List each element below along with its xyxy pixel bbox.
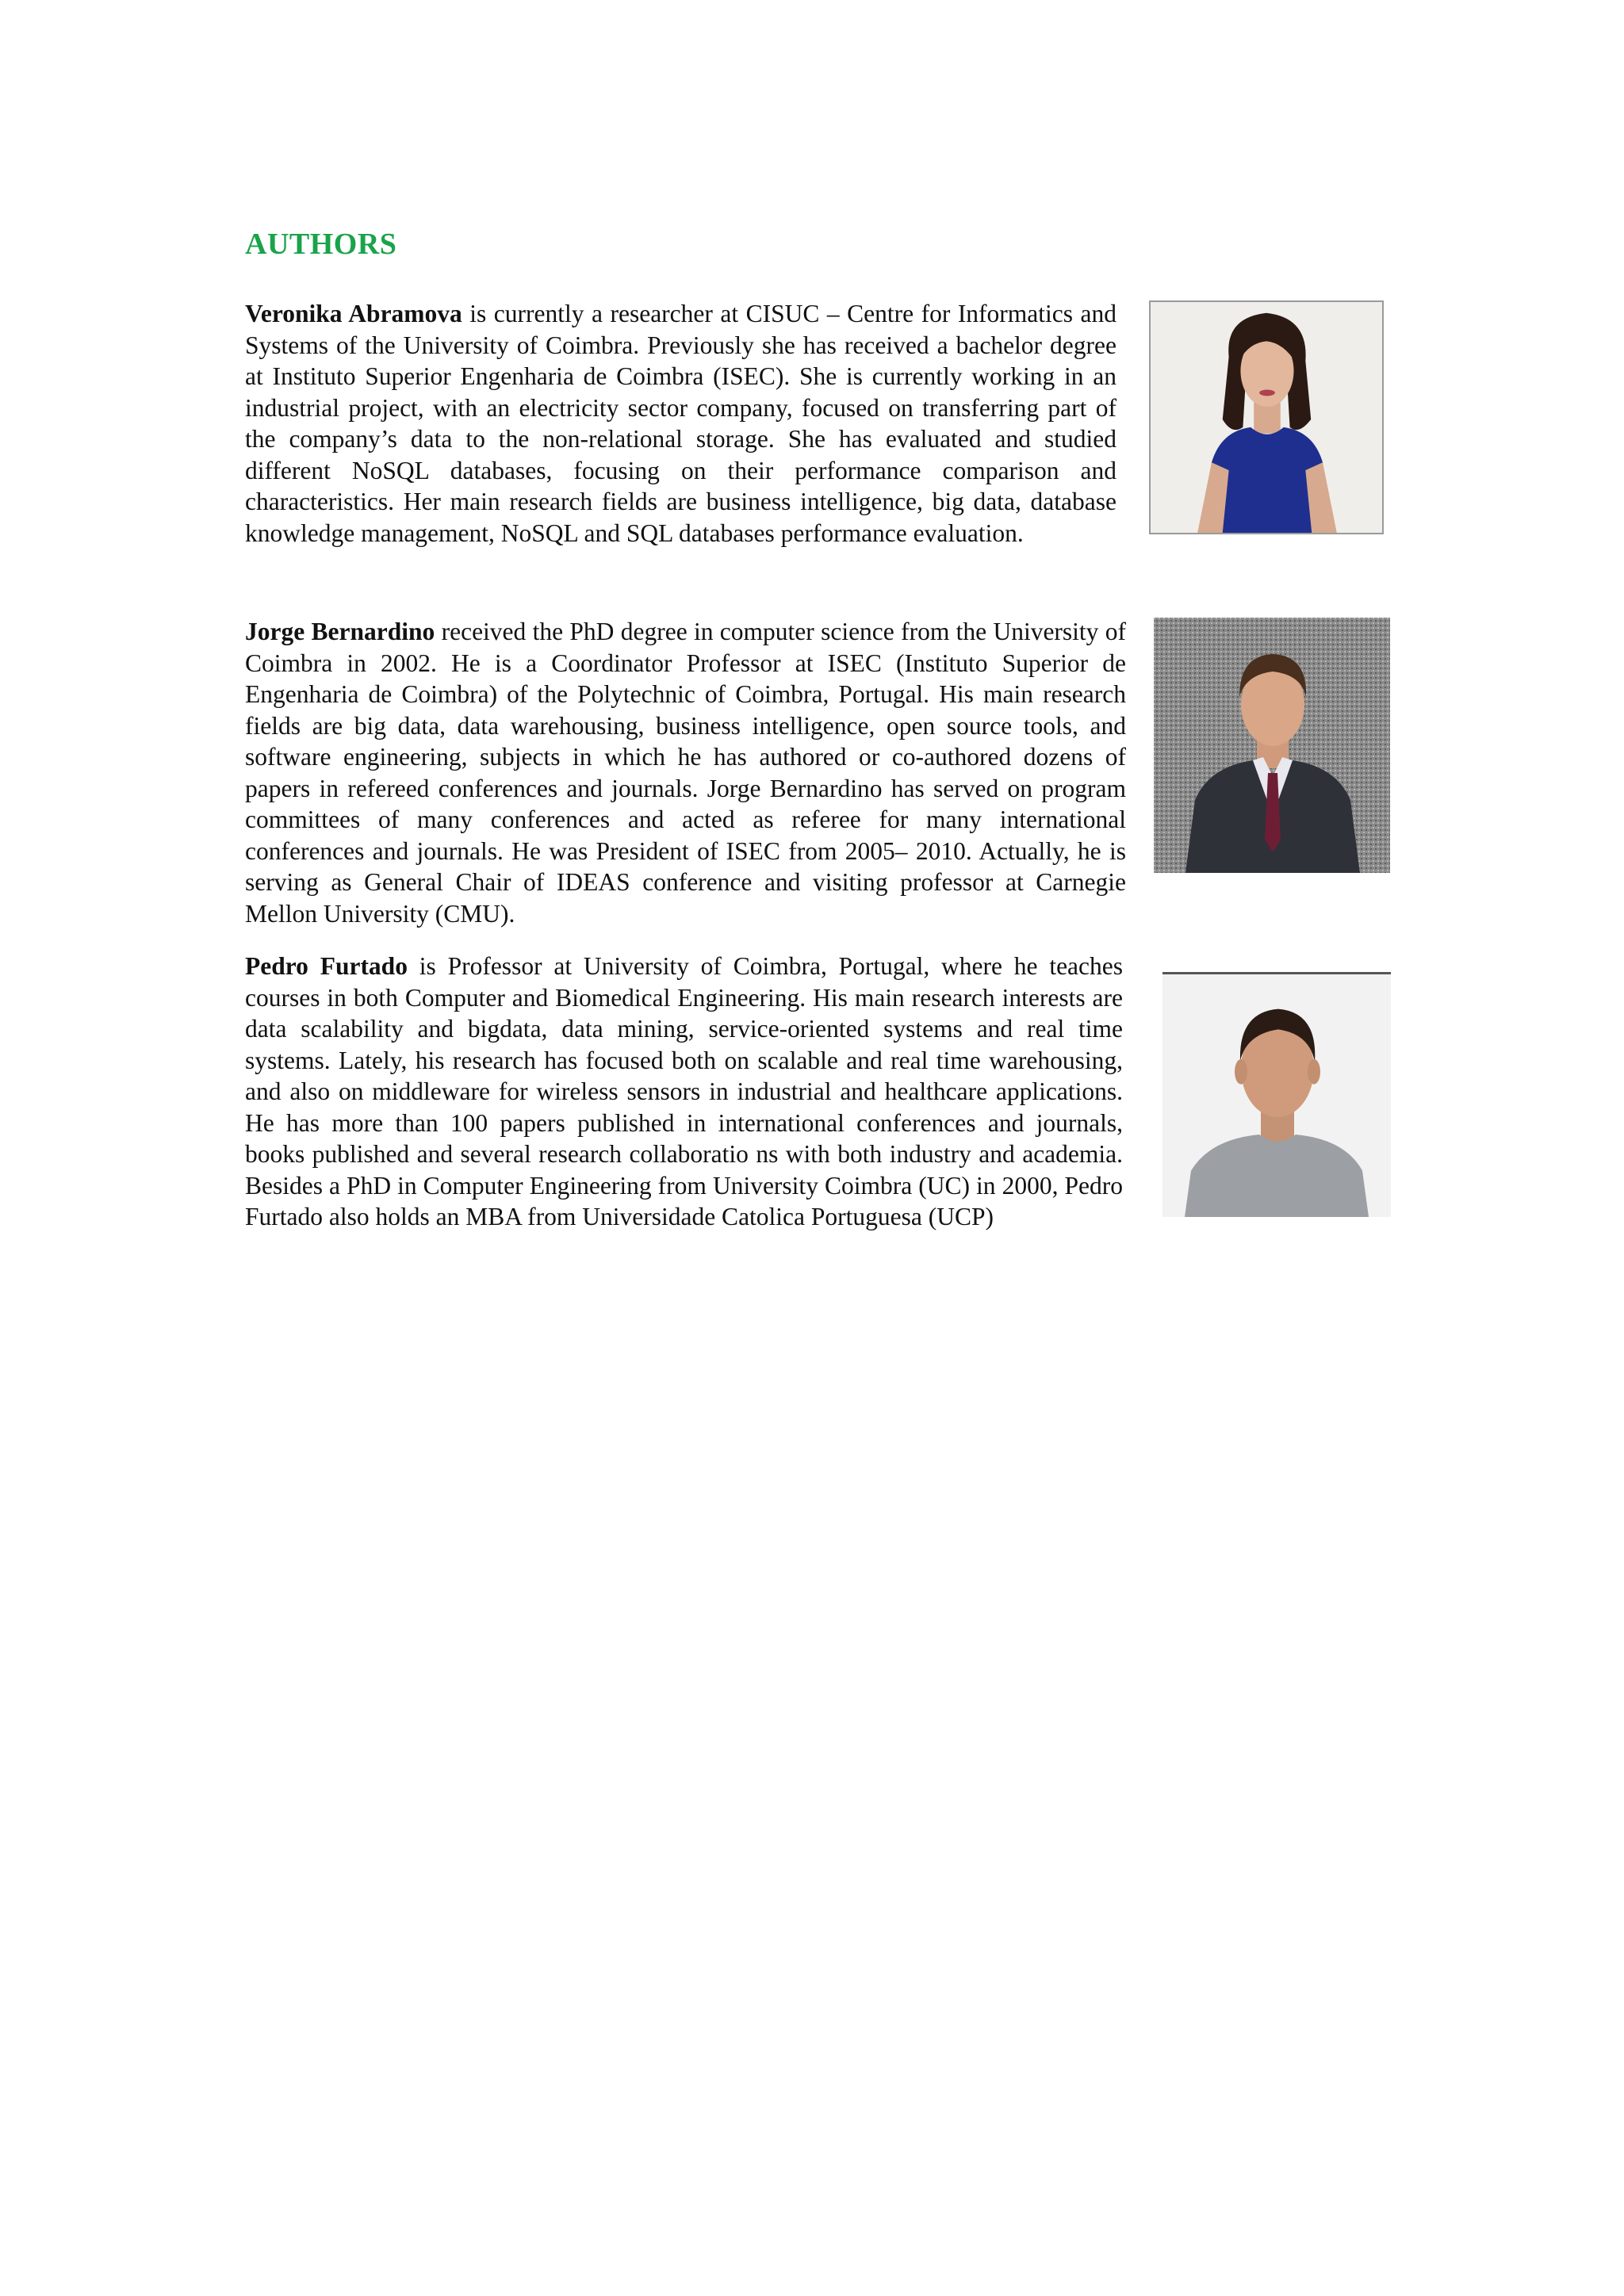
author-name: Pedro Furtado: [245, 952, 408, 980]
author-bio-text: is currently a researcher at CISUC – Centre for Informatics and Systems of the University of Coimbra. Previously she has received a bachelor degree at Instituto Superior Engenharia de Coimbra (ISEC). She is currently working in an industrial project, with an electricity sector company, focused on transferring part of the company’s data to the non-relational storage. She has evaluated and studied different NoSQL databases, focusing on their performance comparison and characteristics. Her main research fields are business intelligence, big data, database knowledge management, NoSQL and SQL databases performance evaluation.: [245, 300, 1116, 547]
author-photo-pedro-furtado: [1162, 972, 1391, 1217]
author-photo-jorge-bernardino: [1154, 618, 1390, 873]
author-bio-veronika-abramova: [245, 298, 1116, 549]
author-bio-text: received the PhD degree in computer science from the University of Coimbra in 2002. He is a Coordinator Professor at ISEC (Instituto Superior de Engenharia de Coimbra) of the Polytechnic of Coimbra, Portugal. His main research fields are big data, data warehousing, business intelligence, open source tools, and software engineering, subjects in which he has authored or co-authored dozens of papers in refereed conferences and journals. Jorge Bernardino has served on program committees of many conferences and acted as referee for many international conferences and journals. He was President of ISEC from 2005– 2010. Actually, he is serving as General Chair of IDEAS conference and visiting professor at Carnegie Mellon University (CMU).: [245, 618, 1126, 928]
author-name: Veronika Abramova: [245, 300, 462, 327]
author-photo-veronika-abramova: [1149, 300, 1384, 534]
author-bio-jorge-bernardino: [245, 616, 1126, 929]
author-bio-text: is Professor at University of Coimbra, Portugal, where he teaches courses in both Computer and Biomedical Engineering. His main research interests are data scalability and bigdata, data mining, service-oriented systems and real time systems. Lately, his research has focused both on scalable and real time warehousing, and also on middleware for wireless sensors in industrial and healthcare applications. He has more than 100 papers published in international conferences and journals, books published and several research collaboratio ns with both industry and academia. Besides a PhD in Computer Engineering from University Coimbra (UC) in 2000, Pedro Furtado also holds an MBA from Universidade Catolica Portuguesa (UCP): [245, 952, 1124, 1230]
author-name: Jorge Bernardino: [245, 618, 435, 645]
section-heading: AUTHORS: [245, 228, 397, 261]
